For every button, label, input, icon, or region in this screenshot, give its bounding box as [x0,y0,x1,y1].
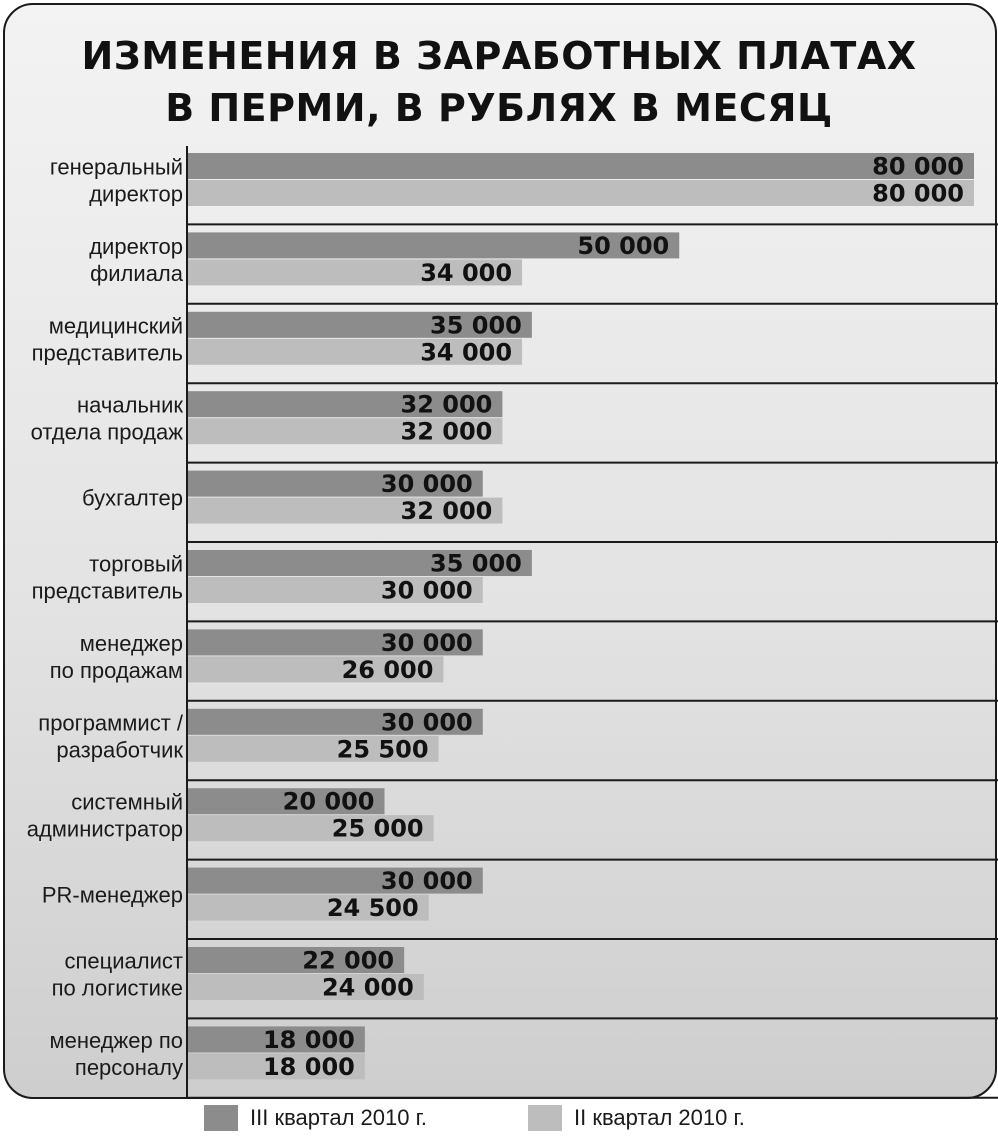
category-label: бухгалтер [81,485,183,511]
category-label: PR-менеджер [41,882,183,908]
category-label: представитель [31,340,183,366]
bar-series-2 [188,180,974,206]
category-label: филиала [90,260,183,286]
category-label: директор [89,181,183,207]
category-label: медицинский [48,313,183,339]
bar-value-label: 30 000 [380,708,473,737]
bar-value-label: 18 000 [262,1025,355,1054]
category-label: менеджер [79,630,183,656]
category-group [49,1026,998,1098]
category-label: по логистике [51,975,183,1001]
category-group [31,391,998,463]
category-label: генеральный [49,154,183,180]
bar-value-label: 80 000 [872,152,964,181]
category-group [52,947,998,1019]
bar-value-label: 25 500 [336,735,429,764]
bar-value-label: 35 000 [430,549,522,578]
bar-series-1 [188,153,974,179]
category-label: менеджер по [49,1027,183,1053]
category-label: директор [89,233,183,259]
category-group [50,153,998,225]
bar-value-label: 30 000 [380,576,473,605]
legend-swatch-series-1 [204,1105,238,1131]
bar-value-label: 24 500 [326,894,419,923]
category-group [50,629,998,701]
category-label: разработчик [56,737,183,763]
bar-value-label: 32 000 [400,497,493,526]
bar-value-label: 32 000 [400,417,493,446]
bar-value-label: 22 000 [302,946,395,975]
bar-value-label: 26 000 [341,655,434,684]
bar-value-label: 34 000 [420,258,513,287]
bar-value-label: 32 000 [400,390,493,419]
category-label: торговый [89,551,183,577]
chart-title-line-1: ИЗМЕНЕНИЯ В ЗАРАБОТНЫХ ПЛАТАХ [81,34,917,78]
category-group [89,232,998,304]
category-group [42,867,998,939]
legend-swatch-series-2 [528,1105,562,1131]
bar-value-label: 30 000 [380,867,473,896]
chart-legend [0,1100,998,1136]
category-group [27,788,998,860]
category-label: представитель [31,578,183,604]
category-label: отдела продаж [30,419,183,445]
chart-title-line-2: В ПЕРМИ, В РУБЛЯХ В МЕСЯЦ [165,86,833,130]
category-label: системный [71,789,183,815]
category-label: администратор [26,816,183,842]
category-group [82,470,998,542]
category-group [32,550,998,622]
legend-item-series-1 [204,1100,427,1136]
bar-value-label: 20 000 [282,787,375,816]
bar-value-label: 80 000 [872,179,964,208]
bar-value-label: 50 000 [577,231,670,260]
bar-value-label: 18 000 [262,1052,355,1081]
legend-label-series-2: II квартал 2010 г. [574,1105,745,1130]
category-label: начальник [77,392,183,418]
bar-value-label: 34 000 [420,338,513,367]
bar-value-label: 30 000 [380,470,473,499]
category-group [32,311,998,383]
category-label: специалист [64,948,183,974]
category-label: по продажам [49,657,183,683]
bar-value-label: 25 000 [331,814,424,843]
legend-item-series-2 [528,1100,745,1136]
bar-value-label: 30 000 [380,628,473,657]
legend-label-series-1: III квартал 2010 г. [250,1105,428,1130]
bar-value-label: 24 000 [321,973,414,1002]
category-label: персоналу [74,1054,183,1080]
bar-value-label: 35 000 [430,311,522,340]
category-label: программист / [38,710,183,736]
category-group [38,708,998,780]
